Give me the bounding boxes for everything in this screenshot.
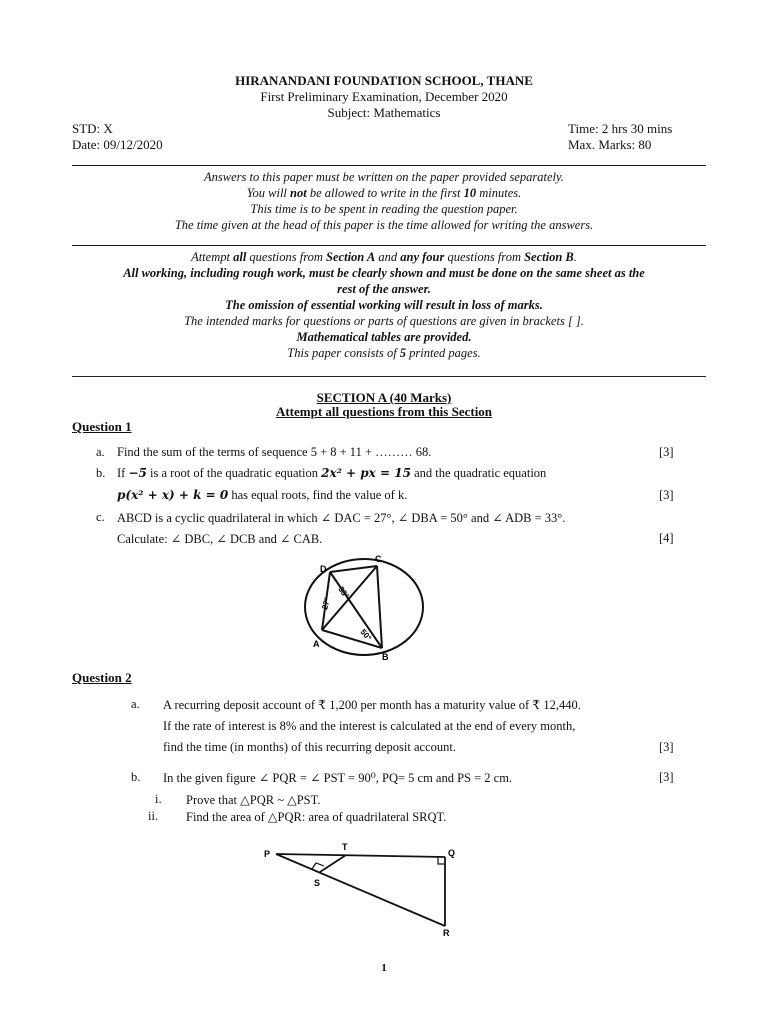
- section-subtitle: Attempt all questions from this Section: [275, 404, 493, 419]
- instruction-line: The omission of essential working will result in loss of marks.: [225, 298, 543, 312]
- angle-27: 27°: [320, 596, 333, 611]
- exam-title: First Preliminary Examination, December 2020: [260, 89, 508, 104]
- instruction-line: All working, including rough work, must be clearly shown and must be done on the same sheet as the: [123, 266, 645, 280]
- angle-50: 50°: [358, 627, 374, 643]
- instruction-line: This paper consists of 5 printed pages.: [287, 346, 481, 360]
- divider: [72, 245, 706, 246]
- section-title: SECTION A (40 Marks): [316, 390, 452, 405]
- label-d: D: [320, 564, 327, 574]
- label-p: P: [264, 849, 271, 859]
- label-t: T: [342, 842, 348, 852]
- question-heading: Question 2: [72, 670, 132, 685]
- item-label: i.: [155, 792, 162, 806]
- segment-ba: [322, 627, 382, 648]
- question-text: p(x² + x) + k = 0 has equal roots, find the value of k.: [117, 488, 408, 502]
- segment-dc: [330, 566, 377, 572]
- similar-triangles-figure: [262, 840, 462, 940]
- divider: [72, 165, 706, 166]
- marks: [3]: [659, 740, 674, 754]
- question-text: If the rate of interest is 8% and the interest is calculated at the end of every month,: [163, 719, 576, 733]
- diagonal-db: [330, 572, 382, 648]
- question-text: In the given figure ∠ PQR = ∠ PST = 90⁰, PQ= 5 cm and PS = 2 cm.: [163, 771, 513, 785]
- school-name: HIRANANDANI FOUNDATION SCHOOL, THANE: [235, 73, 533, 88]
- subject-line: Subject: Mathematics: [327, 105, 441, 120]
- item-label: a.: [96, 445, 105, 459]
- segment-pq: [276, 854, 445, 857]
- question-text: Calculate: ∠ DBC, ∠ DCB and ∠ CAB.: [117, 532, 323, 546]
- label-s: S: [314, 878, 321, 888]
- label-b: B: [382, 652, 389, 662]
- instruction-line: rest of the answer.: [337, 282, 431, 296]
- segment-ts: [320, 855, 346, 872]
- item-label: c.: [96, 510, 105, 524]
- item-label: ii.: [148, 809, 159, 823]
- max-marks-line: Max. Marks: 80: [568, 137, 652, 152]
- right-angle-s: [312, 863, 324, 869]
- label-a: A: [313, 639, 320, 649]
- angle-33: 33°: [336, 584, 351, 601]
- page-number: 1: [381, 962, 387, 974]
- instruction-line: You will not be allowed to write in the first 10 minutes.: [246, 186, 522, 200]
- std-line: STD: X: [72, 121, 113, 136]
- segment-cb: [377, 566, 382, 648]
- instruction-line: Mathematical tables are provided.: [296, 330, 472, 344]
- item-label: b.: [131, 770, 141, 784]
- label-q: Q: [448, 848, 456, 858]
- question-text: Find the area of △PQR: area of quadrilateral SRQT.: [186, 810, 447, 824]
- instruction-line: Attempt all questions from Section A and any four questions from Section B.: [191, 250, 577, 264]
- marks: [3]: [659, 488, 674, 502]
- instruction-line: Answers to this paper must be written on the paper provided separately.: [204, 170, 564, 184]
- question-text: find the time (in months) of this recurring deposit account.: [163, 740, 456, 754]
- instruction-line: This time is to be spent in reading the question paper.: [250, 202, 518, 216]
- time-line: Time: 2 hrs 30 mins: [568, 121, 673, 136]
- marks: [4]: [659, 531, 674, 545]
- label-c: C: [375, 554, 382, 564]
- item-label: a.: [131, 697, 140, 711]
- label-r: R: [443, 928, 450, 938]
- date-line: Date: 09/12/2020: [72, 137, 163, 152]
- instruction-line: The intended marks for questions or parts of questions are given in brackets [ ].: [184, 314, 584, 328]
- instruction-line: The time given at the head of this paper is the time allowed for writing the answers.: [174, 218, 594, 232]
- question-text: If −5 is a root of the quadratic equation 2x² + px = 15 and the quadratic equation: [117, 466, 547, 480]
- question-text: Prove that △PQR ~ △PST.: [186, 793, 321, 807]
- question-heading: Question 1: [72, 419, 132, 434]
- marks: [3]: [659, 445, 674, 459]
- cyclic-quadrilateral-figure: [300, 552, 430, 664]
- marks: [3]: [659, 770, 674, 784]
- question-text: A recurring deposit account of ₹ 1,200 per month has a maturity value of ₹ 12,440.: [163, 698, 581, 712]
- right-angle-q: [438, 857, 445, 864]
- question-text: ABCD is a cyclic quadrilateral in which ∠ DAC = 27°, ∠ DBA = 50° and ∠ ADB = 33°.: [117, 511, 566, 525]
- item-label: b.: [96, 466, 106, 480]
- segment-pr: [276, 854, 445, 926]
- question-text: Find the sum of the terms of sequence 5 + 8 + 11 + ……… 68.: [117, 445, 432, 459]
- divider: [72, 376, 706, 377]
